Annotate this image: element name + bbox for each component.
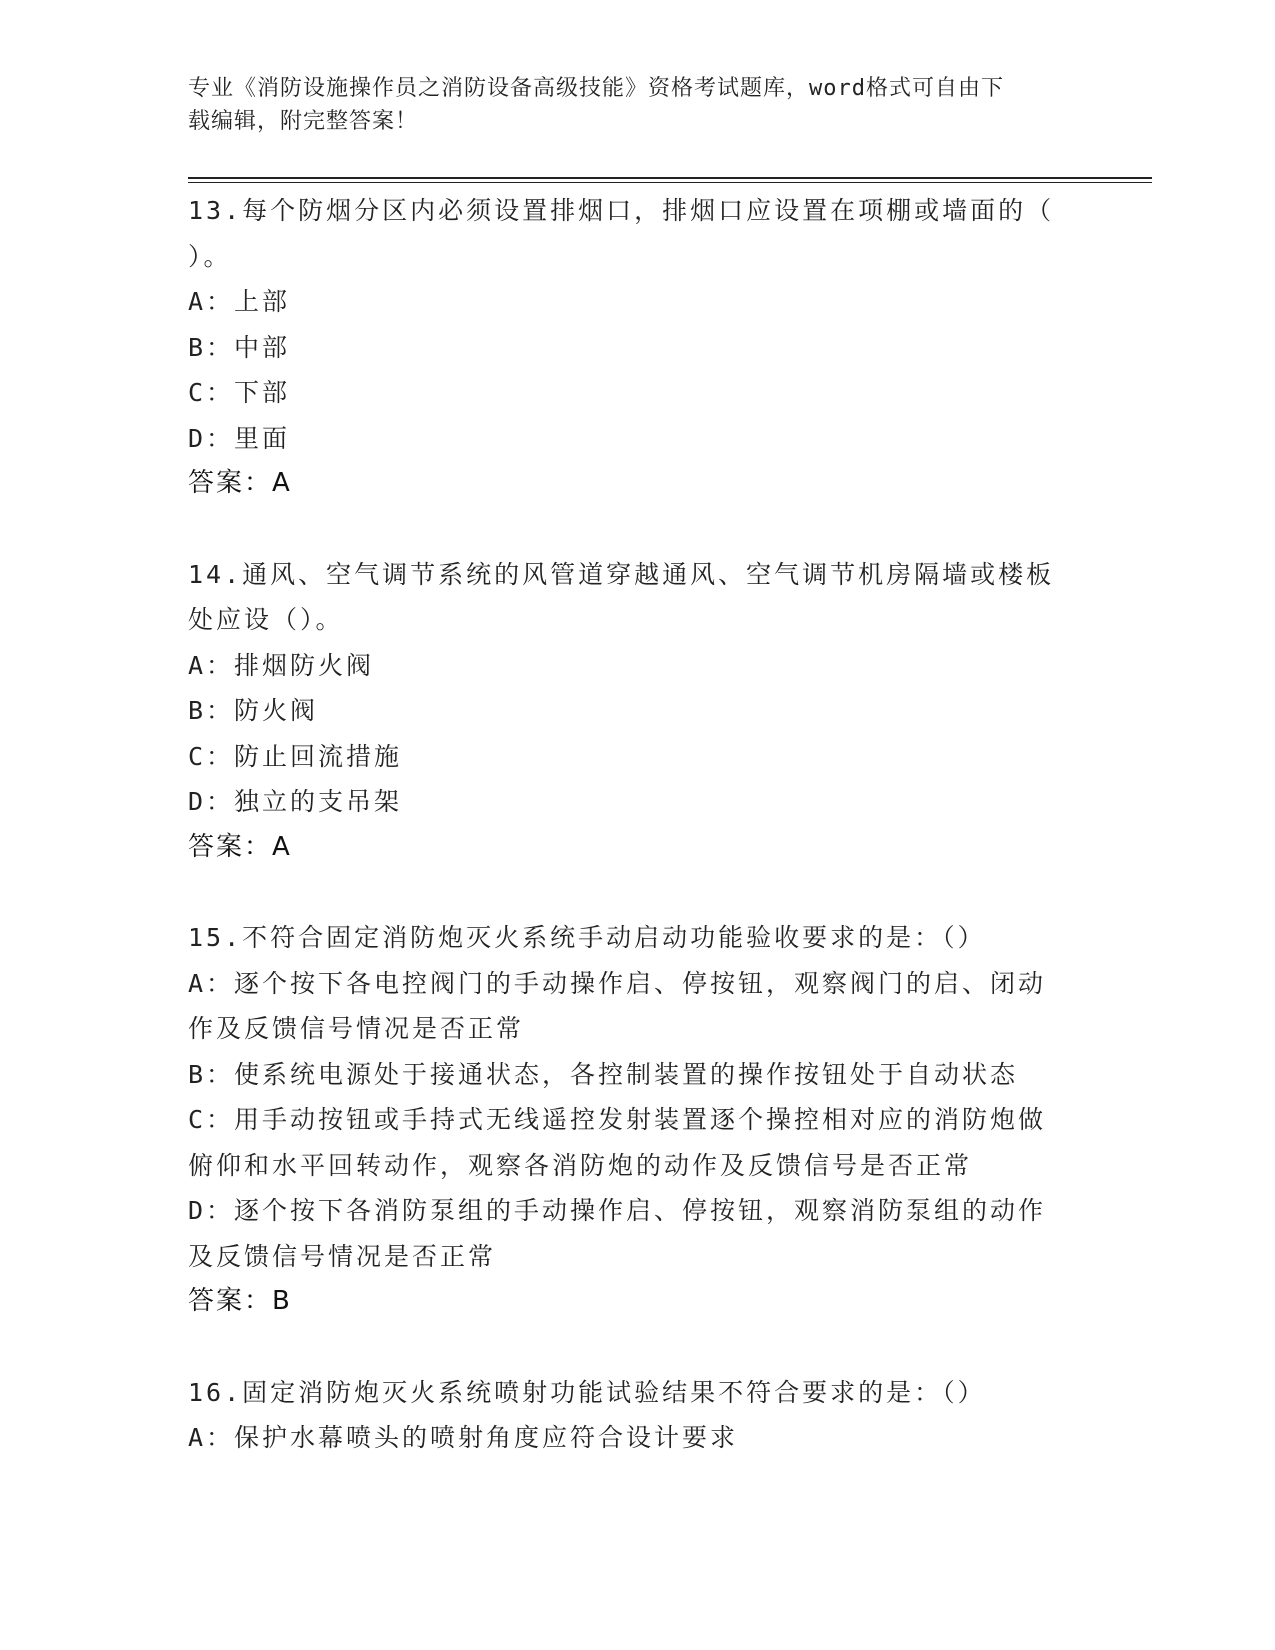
option-d: D：逐个按下各消防泵组的手动操作启、停按钮，观察消防泵组的动作 xyxy=(188,1196,1047,1225)
option-d: D：独立的支吊架 xyxy=(188,787,403,816)
question-16 xyxy=(188,1370,1068,1461)
option-a: A：上部 xyxy=(188,287,291,316)
answer-line: 答案：A xyxy=(188,468,292,498)
option-b: B：中部 xyxy=(188,332,291,362)
option-a: A：逐个按下各电控阀门的手动操作启、停按钮，观察阀门的启、闭动 xyxy=(188,968,1047,998)
header-divider-thin xyxy=(188,182,1152,183)
question-stem-line: 16.固定消防炮灭火系统喷射功能试验结果不符合要求的是：（） xyxy=(188,1377,986,1407)
option-c: C：防止回流措施 xyxy=(188,741,403,771)
question-stem-line: 15.不符合固定消防炮灭火系统手动启动功能验收要求的是：（） xyxy=(188,923,986,952)
question-stem-line: 14.通风、空气调节系统的风管道穿越通风、空气调节机房隔墙或楼板 xyxy=(188,559,1055,589)
header-line-2: 载编辑，附完整答案！ xyxy=(188,109,419,134)
header-line-1: 专业《消防设施操作员之消防设备高级技能》资格考试题库，word格式可自由下 xyxy=(188,76,1004,101)
question-14 xyxy=(188,552,1068,871)
option-d: D：里面 xyxy=(188,423,291,453)
option-a: A：排烟防火阀 xyxy=(188,650,375,680)
document-header xyxy=(188,72,1068,138)
answer-line: 答案：B xyxy=(188,1286,292,1316)
option-a-continued: 作及反馈信号情况是否正常 xyxy=(188,1014,525,1043)
question-13 xyxy=(188,188,1068,507)
option-c: C：下部 xyxy=(188,378,291,407)
question-list xyxy=(188,188,1068,1506)
question-stem-line: ）。 xyxy=(188,241,232,271)
option-b: B：使系统电源处于接通状态，各控制装置的操作按钮处于自动状态 xyxy=(188,1059,1019,1089)
option-a: A：保护水幕喷头的喷射角度应符合设计要求 xyxy=(188,1423,739,1452)
question-stem-line: 13.每个防烟分区内必须设置排烟口，排烟口应设置在项棚或墙面的（ xyxy=(188,196,1055,225)
option-c-continued: 俯仰和水平回转动作，观察各消防炮的动作及反馈信号是否正常 xyxy=(188,1150,973,1180)
option-d-continued: 及反馈信号情况是否正常 xyxy=(188,1241,497,1271)
option-b: B：防火阀 xyxy=(188,696,319,725)
question-15 xyxy=(188,915,1068,1325)
option-c: C：用手动按钮或手持式无线遥控发射装置逐个操控相对应的消防炮做 xyxy=(188,1105,1047,1134)
header-divider-thick xyxy=(188,177,1152,179)
answer-line: 答案：A xyxy=(188,831,292,862)
question-stem-line: 处应设（）。 xyxy=(188,605,344,634)
